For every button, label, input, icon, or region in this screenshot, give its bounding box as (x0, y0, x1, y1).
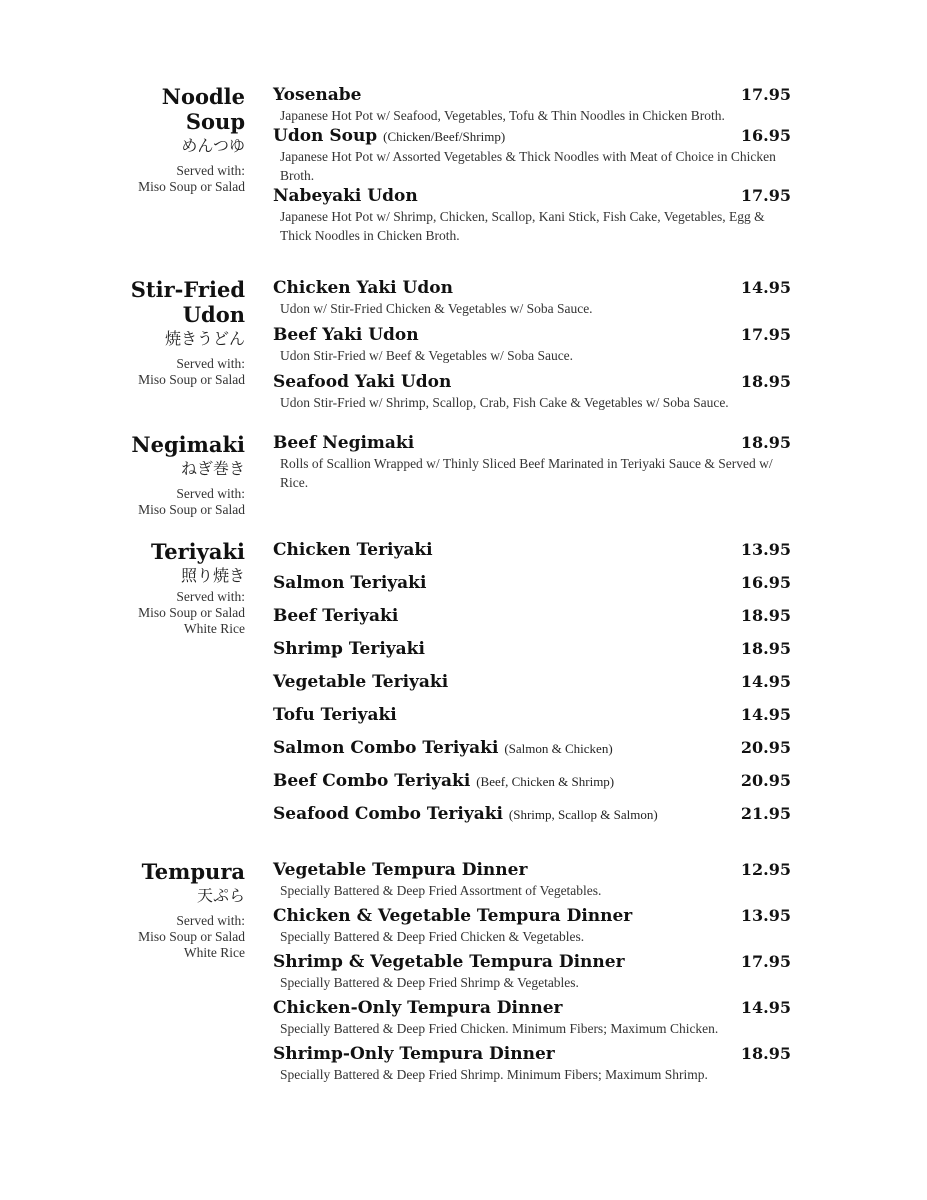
category-header (45, 277, 245, 388)
item-price: 17.95 (740, 186, 791, 205)
served-with: Served with: Miso Soup or Salad (138, 163, 245, 194)
menu-item (273, 84, 791, 125)
item-description: Specially Battered & Deep Fried Shrimp. Minimum Fibers; Maximum Shrimp. (280, 1067, 708, 1082)
item-description: Japanese Hot Pot w/ Shrimp, Chicken, Scallop, Kani Stick, Fish Cake, Vegetables, Egg & Thick Noodles in Chicken Broth. (280, 209, 765, 243)
menu-item (273, 572, 791, 605)
category-title: Noodle Soup (161, 84, 245, 134)
category-header (45, 84, 245, 195)
item-name: Seafood Combo Teriyaki (273, 804, 503, 824)
item-description: Japanese Hot Pot w/ Assorted Vegetables & Thick Noodles with Meat of Choice in Chicken Broth. (280, 149, 776, 183)
item-price: 18.95 (740, 639, 791, 658)
item-name: Beef Teriyaki (273, 606, 399, 626)
item-price: 13.95 (740, 906, 791, 925)
item-price: 20.95 (740, 738, 791, 757)
item-name: Vegetable Tempura Dinner (273, 860, 528, 880)
category-header (45, 859, 245, 961)
item-price: 16.95 (740, 573, 791, 592)
category-japanese: 照り焼き (180, 566, 245, 585)
item-price: 16.95 (740, 126, 791, 145)
item-price: 14.95 (740, 998, 791, 1017)
item-name: Chicken-Only Tempura Dinner (273, 998, 563, 1018)
item-name: Yosenabe (273, 85, 362, 105)
menu-item (273, 277, 791, 318)
menu-item (273, 905, 791, 946)
category-header (45, 539, 245, 637)
menu-items (273, 859, 791, 1084)
menu-items (273, 539, 791, 836)
menu-item (273, 803, 791, 836)
served-with: Served with: Miso Soup or Salad (138, 356, 245, 387)
item-note: (Salmon & Chicken) (504, 741, 613, 756)
item-name: Chicken Teriyaki (273, 540, 433, 560)
item-note: (Shrimp, Scallop & Salmon) (508, 807, 658, 822)
item-description: Specially Battered & Deep Fried Assortment of Vegetables. (280, 883, 602, 898)
item-name: Vegetable Teriyaki (273, 672, 449, 692)
menu-items (273, 277, 791, 412)
item-price: 21.95 (740, 804, 791, 823)
item-description: Udon w/ Stir-Fried Chicken & Vegetables w/ Soba Sauce. (280, 301, 593, 316)
served-with: Served with: Miso Soup or Salad White Rice (138, 589, 245, 636)
item-description: Specially Battered & Deep Fried Shrimp & Vegetables. (280, 975, 579, 990)
item-name: Beef Yaki Udon (273, 325, 419, 345)
category-title: Tempura (141, 859, 245, 884)
menu-item (273, 539, 791, 572)
item-name: Beef Combo Teriyaki (273, 771, 471, 791)
item-price: 17.95 (740, 85, 791, 104)
item-price: 20.95 (740, 771, 791, 790)
item-name: Salmon Combo Teriyaki (273, 738, 499, 758)
item-description: Specially Battered & Deep Fried Chicken & Vegetables. (280, 929, 585, 944)
item-note: (Beef, Chicken & Shrimp) (476, 774, 615, 789)
item-name: Beef Negimaki (273, 433, 415, 453)
category-title: Stir-Fried Udon (130, 277, 245, 327)
item-name: Salmon Teriyaki (273, 573, 427, 593)
menu-items (273, 84, 791, 245)
menu-item (273, 770, 791, 803)
category-header (45, 432, 245, 518)
item-name: Seafood Yaki Udon (273, 372, 452, 392)
item-description: Udon Stir-Fried w/ Shrimp, Scallop, Crab, Fish Cake & Vegetables w/ Soba Sauce. (280, 395, 729, 410)
item-name: Udon Soup (273, 126, 378, 146)
item-name: Chicken Yaki Udon (273, 278, 453, 298)
menu-item (273, 951, 791, 992)
item-price: 14.95 (740, 705, 791, 724)
item-price: 12.95 (740, 860, 791, 879)
item-price: 18.95 (740, 606, 791, 625)
menu-item (273, 997, 791, 1038)
item-name: Tofu Teriyaki (273, 705, 397, 725)
item-note: (Chicken/Beef/Shrimp) (383, 129, 506, 144)
menu-item (273, 638, 791, 671)
category-japanese: めんつゆ (181, 136, 245, 155)
item-name: Shrimp & Vegetable Tempura Dinner (273, 952, 625, 972)
category-japanese: ねぎ巻き (180, 459, 245, 478)
menu-item (273, 859, 791, 900)
menu-item (273, 1043, 791, 1084)
menu-item (273, 432, 791, 492)
item-description: Udon Stir-Fried w/ Beef & Vegetables w/ Soba Sauce. (280, 348, 574, 363)
item-price: 13.95 (740, 540, 791, 559)
menu-item (273, 605, 791, 638)
item-name: Shrimp Teriyaki (273, 639, 425, 659)
item-price: 14.95 (740, 672, 791, 691)
item-name: Nabeyaki Udon (273, 186, 418, 206)
served-with: Served with: Miso Soup or Salad White Rice (138, 913, 245, 960)
item-description: Specially Battered & Deep Fried Chicken. Minimum Fibers; Maximum Chicken. (280, 1021, 719, 1036)
item-price: 17.95 (740, 325, 791, 344)
menu-items (273, 432, 791, 492)
menu-item (273, 371, 791, 412)
item-price: 18.95 (740, 433, 791, 452)
item-price: 14.95 (740, 278, 791, 297)
item-description: Japanese Hot Pot w/ Seafood, Vegetables, Tofu & Thin Noodles in Chicken Broth. (280, 108, 725, 123)
item-description: Rolls of Scallion Wrapped w/ Thinly Sliced Beef Marinated in Teriyaki Sauce & Served w/ Rice. (280, 456, 773, 490)
item-name: Shrimp-Only Tempura Dinner (273, 1044, 555, 1064)
menu-item (273, 737, 791, 770)
item-price: 18.95 (740, 372, 791, 391)
menu-item (273, 704, 791, 737)
item-price: 17.95 (740, 952, 791, 971)
menu-item (273, 185, 791, 245)
menu-item (273, 671, 791, 704)
item-name: Chicken & Vegetable Tempura Dinner (273, 906, 633, 926)
category-japanese: 焼きうどん (164, 329, 245, 348)
category-japanese: 天ぷら (196, 886, 245, 905)
category-title: Negimaki (131, 432, 245, 457)
menu-item (273, 324, 791, 365)
served-with: Served with: Miso Soup or Salad (138, 486, 245, 517)
menu-item (273, 125, 791, 185)
item-price: 18.95 (740, 1044, 791, 1063)
category-title: Teriyaki (151, 539, 245, 564)
